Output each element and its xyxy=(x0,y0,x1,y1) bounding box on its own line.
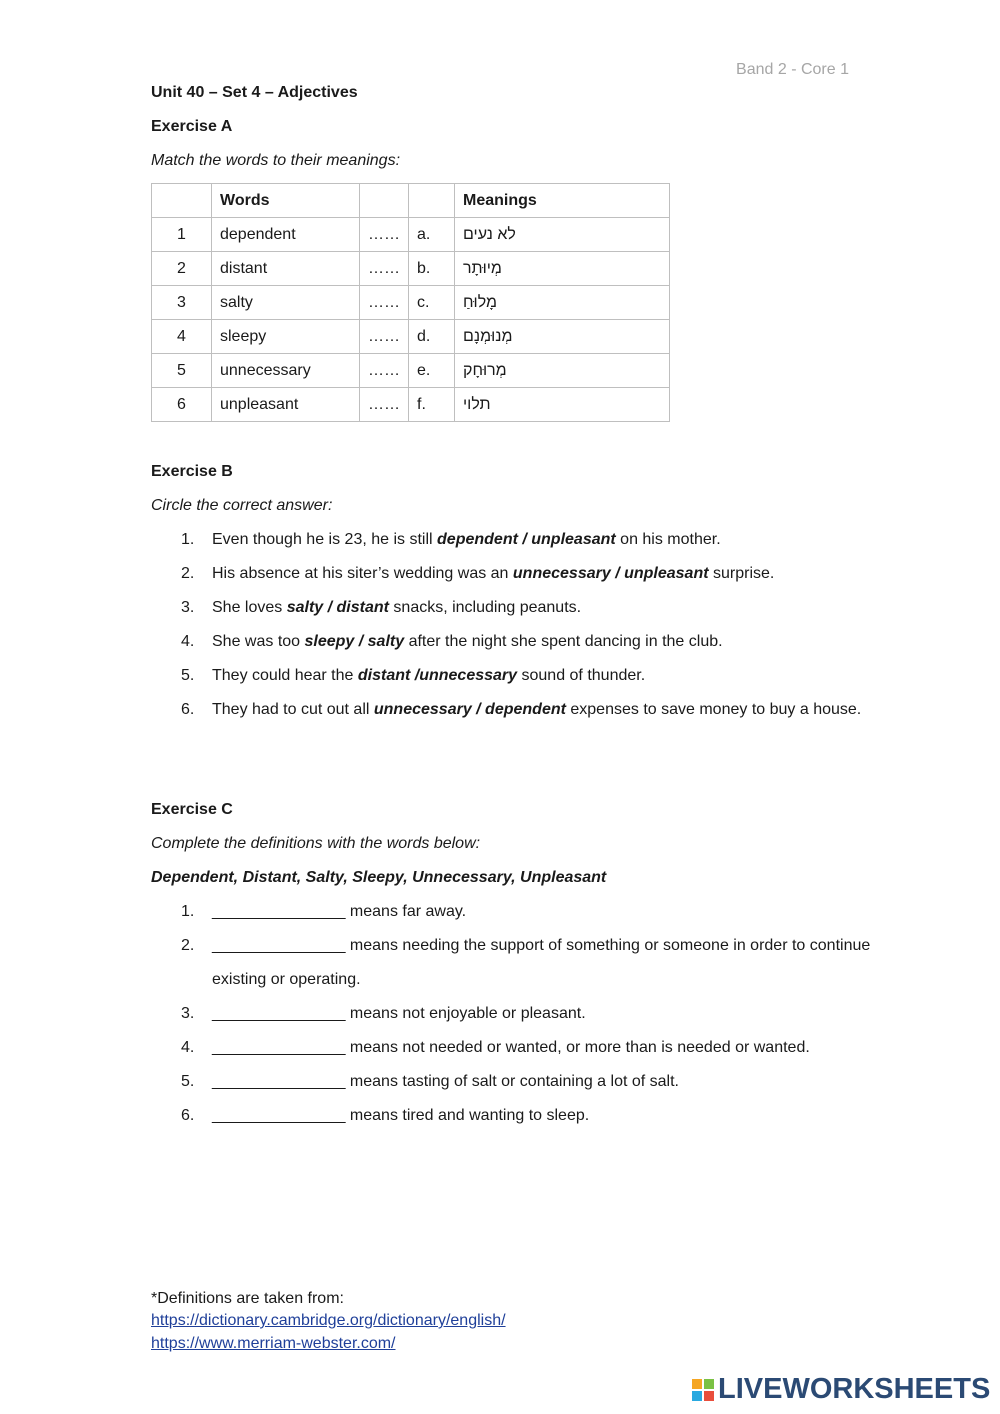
header-cell-num xyxy=(152,184,212,218)
item-text-after: surprise. xyxy=(708,565,775,582)
row-letter: e. xyxy=(409,354,455,388)
row-word: dependent xyxy=(212,218,360,252)
item-definition: means not needed or wanted, or more than is needed or wanted. xyxy=(345,1039,810,1056)
item-number: 1. xyxy=(181,903,195,920)
row-word: unnecessary xyxy=(212,354,360,388)
item-number: 4. xyxy=(181,1039,195,1056)
item-choice[interactable]: salty / distant xyxy=(286,599,389,616)
row-answer-blank[interactable]: …… xyxy=(360,252,409,286)
item-definition: means needing the support of something or someone in order to continue existing or operating. xyxy=(212,937,871,988)
row-meaning: מְיוּתָר xyxy=(455,252,670,286)
table-row xyxy=(152,218,670,252)
item-definition: means tired and wanting to sleep. xyxy=(345,1107,590,1124)
row-meaning: מְנוּמְנָם xyxy=(455,320,670,354)
list-item xyxy=(151,929,871,997)
item-number: 1. xyxy=(181,531,195,548)
row-answer-blank[interactable]: …… xyxy=(360,388,409,422)
logo-square xyxy=(704,1379,714,1389)
list-item xyxy=(151,693,871,727)
item-text-after: snacks, including peanuts. xyxy=(388,599,582,616)
exercise-c-heading: Exercise C xyxy=(151,801,233,818)
row-number: 1 xyxy=(152,218,212,252)
item-blank[interactable]: _______________ xyxy=(212,1005,346,1022)
list-item xyxy=(151,557,871,591)
item-number: 3. xyxy=(181,599,195,616)
item-text-after: expenses to save money to buy a house. xyxy=(565,701,862,718)
liveworksheets-logo-icon xyxy=(692,1379,714,1401)
item-blank[interactable]: _______________ xyxy=(212,937,346,954)
list-item xyxy=(151,659,871,693)
row-word: sleepy xyxy=(212,320,360,354)
matching-table xyxy=(151,183,670,422)
item-text-after: sound of thunder. xyxy=(517,667,646,684)
row-answer-blank[interactable]: …… xyxy=(360,354,409,388)
exercise-c-word-bank: Dependent, Distant, Salty, Sleepy, Unnecessary, Unpleasant xyxy=(151,869,607,886)
row-word: salty xyxy=(212,286,360,320)
header-band-label: Band 2 - Core 1 xyxy=(736,61,849,78)
list-item xyxy=(151,997,871,1031)
item-choice[interactable]: unnecessary / dependent xyxy=(373,701,566,718)
item-blank[interactable]: _______________ xyxy=(212,1073,346,1090)
logo-square xyxy=(704,1391,714,1401)
row-answer-blank[interactable]: …… xyxy=(360,218,409,252)
exercise-a-instruction: Match the words to their meanings: xyxy=(151,152,401,169)
table-row xyxy=(152,320,670,354)
item-definition: means far away. xyxy=(345,903,467,920)
item-number: 3. xyxy=(181,1005,195,1022)
item-text-before: She loves xyxy=(212,599,287,616)
row-number: 4 xyxy=(152,320,212,354)
row-meaning: מָלוּחַ xyxy=(455,286,670,320)
item-number: 5. xyxy=(181,667,195,684)
table-header-row xyxy=(152,184,670,218)
item-text-before: Even though he is 23, he is still xyxy=(212,531,438,548)
item-number: 2. xyxy=(181,937,195,954)
row-letter: b. xyxy=(409,252,455,286)
item-choice[interactable]: dependent / unpleasant xyxy=(437,531,616,548)
footer-link-merriam[interactable]: https://www.merriam-webster.com/ xyxy=(151,1335,396,1352)
list-item xyxy=(151,1065,871,1099)
row-word: unpleasant xyxy=(212,388,360,422)
header-cell-letter xyxy=(409,184,455,218)
table-row xyxy=(152,286,670,320)
exercise-b-instruction: Circle the correct answer: xyxy=(151,497,333,514)
row-answer-blank[interactable]: …… xyxy=(360,320,409,354)
row-number: 3 xyxy=(152,286,212,320)
row-number: 6 xyxy=(152,388,212,422)
header-cell-words: Words xyxy=(212,184,360,218)
item-text-after: on his mother. xyxy=(615,531,721,548)
item-choice[interactable]: distant /unnecessary xyxy=(357,667,518,684)
list-item xyxy=(151,523,871,557)
list-item xyxy=(151,625,871,659)
item-blank[interactable]: _______________ xyxy=(212,1107,346,1124)
liveworksheets-brand[interactable] xyxy=(692,1373,990,1406)
footer-link-cambridge[interactable]: https://dictionary.cambridge.org/dictionary/english/ xyxy=(151,1312,506,1329)
list-item xyxy=(151,1031,871,1065)
exercise-b-heading: Exercise B xyxy=(151,463,233,480)
item-text-before: His absence at his siter’s wedding was an xyxy=(212,565,513,582)
item-text-before: They had to cut out all xyxy=(212,701,374,718)
exercise-a-heading: Exercise A xyxy=(151,118,233,135)
page-title: Unit 40 – Set 4 – Adjectives xyxy=(151,84,358,101)
header-cell-blank xyxy=(360,184,409,218)
row-letter: d. xyxy=(409,320,455,354)
item-number: 4. xyxy=(181,633,195,650)
item-choice[interactable]: sleepy / salty xyxy=(304,633,405,650)
item-text-before: She was too xyxy=(212,633,305,650)
table-row xyxy=(152,354,670,388)
exercise-b-list xyxy=(151,523,871,727)
exercise-c-list xyxy=(151,895,871,1133)
row-meaning: תלוי xyxy=(455,388,670,422)
row-letter: a. xyxy=(409,218,455,252)
logo-square xyxy=(692,1379,702,1389)
table-row xyxy=(152,388,670,422)
item-definition: means tasting of salt or containing a lot of salt. xyxy=(345,1073,679,1090)
row-meaning: לא נעים xyxy=(455,218,670,252)
exercise-c-instruction: Complete the definitions with the words below: xyxy=(151,835,481,852)
item-number: 5. xyxy=(181,1073,195,1090)
header-cell-meanings: Meanings xyxy=(455,184,670,218)
table-row xyxy=(152,252,670,286)
row-number: 2 xyxy=(152,252,212,286)
item-number: 6. xyxy=(181,701,195,718)
list-item xyxy=(151,895,871,929)
row-number: 5 xyxy=(152,354,212,388)
list-item xyxy=(151,1099,871,1133)
item-text-before: They could hear the xyxy=(212,667,358,684)
footer-note: *Definitions are taken from: xyxy=(151,1290,344,1307)
logo-square xyxy=(692,1391,702,1401)
item-text-after: after the night she spent dancing in the club. xyxy=(404,633,723,650)
item-number: 6. xyxy=(181,1107,195,1124)
item-number: 2. xyxy=(181,565,195,582)
item-definition: means not enjoyable or pleasant. xyxy=(345,1005,586,1022)
row-word: distant xyxy=(212,252,360,286)
brand-text: LIVEWORKSHEETS xyxy=(718,1373,991,1405)
list-item xyxy=(151,591,871,625)
row-meaning: מְרוּחָק xyxy=(455,354,670,388)
item-blank[interactable]: _______________ xyxy=(212,1039,346,1056)
row-letter: c. xyxy=(409,286,455,320)
row-answer-blank[interactable]: …… xyxy=(360,286,409,320)
row-letter: f. xyxy=(409,388,455,422)
item-blank[interactable]: _______________ xyxy=(212,903,346,920)
item-choice[interactable]: unnecessary / unpleasant xyxy=(512,565,709,582)
